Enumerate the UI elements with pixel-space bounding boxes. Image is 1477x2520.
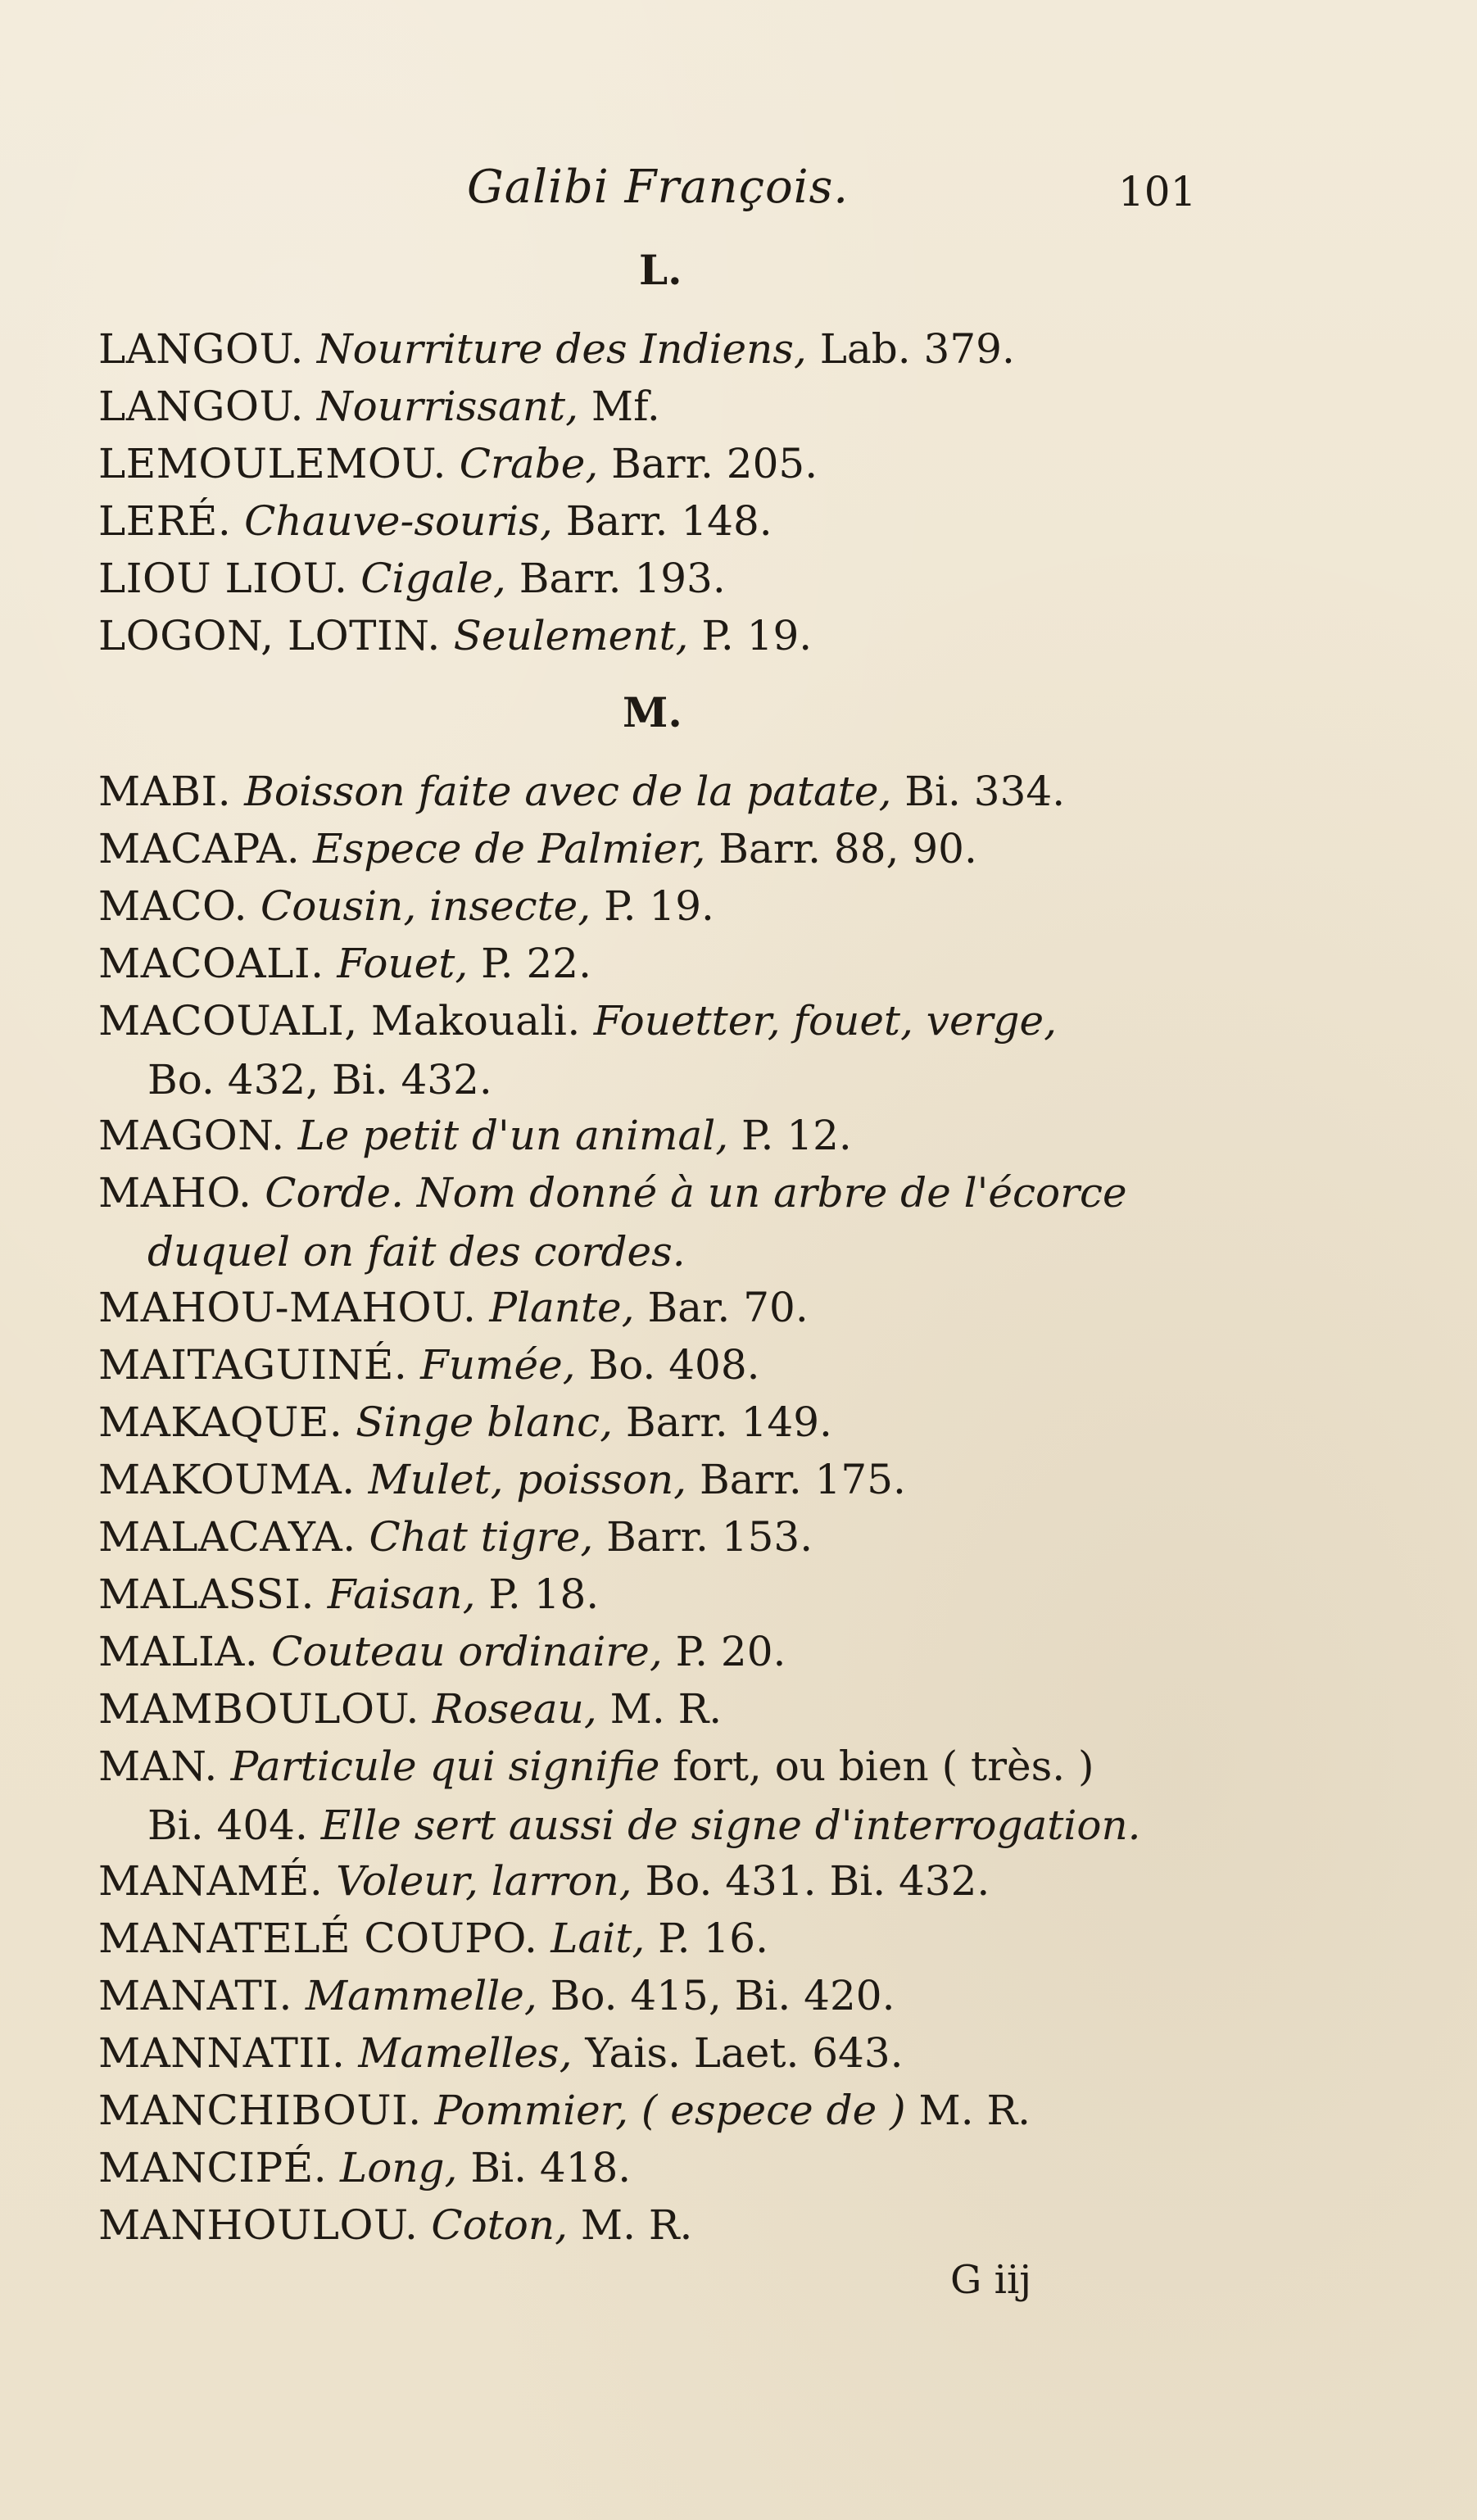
dictionary-entry [98,762,1212,821]
entry-reference: Yais. Laet. 643. [585,2029,904,2077]
entry-definition: Nourrissant, [316,383,579,430]
entry-definition: Particule qui signifie [230,1743,660,1790]
entry-headword: MALASSI. [98,1570,315,1618]
dictionary-entry [98,819,1212,878]
entry-definition: Mamelles, [358,2029,573,2077]
entry-headword: MACO. [98,882,248,930]
entry-headword: MAKOUMA. [98,1456,356,1503]
entry-definition: Long, [340,2144,458,2191]
entry-definition: Chat tigre, [369,1513,594,1561]
entry-reference: P. 12. [741,1112,852,1159]
entry-definition: Fumée, [420,1341,576,1389]
entry-reference: Barr. 193. [519,555,726,602]
entry-reference: M. R. [918,2087,1031,2134]
dictionary-entry [98,1622,1212,1681]
entry-reference: Barr. 153. [606,1513,813,1561]
entry-headword: MALIA. [98,1628,259,1675]
entry-reference: Barr. 175. [699,1456,906,1503]
entry-reference: Barr. 148. [565,497,772,545]
entry-headword: MAGON. [98,1112,285,1159]
entry-reference: Barr. 88, 90. [718,825,977,872]
entry-definition: Mulet, poisson, [368,1456,687,1503]
entry-reference: M. R. [580,2201,693,2249]
entry-reference: Barr. 149. [625,1398,832,1446]
entry-headword: LEMOULEMOU. [98,440,446,487]
entry-headword: MABI. [98,768,232,815]
dictionary-entry [98,1507,1212,1566]
entry-definition: Corde. Nom donné à un arbre de l'écorce [265,1169,1127,1217]
entry-definition: Pommier, ( espece de ) [434,2087,906,2134]
dictionary-entry [98,1393,1212,1452]
entry-headword: MANNATII. [98,2029,346,2077]
entry-definition: Le petit d'un animal, [297,1112,729,1159]
dictionary-entry [98,434,1212,493]
entry-reference: P. 18. [488,1570,600,1618]
dictionary-entry [98,2138,1212,2197]
entry-definition: Boisson faite avec de la patate, [244,768,892,815]
dictionary-entry [98,1737,1212,1855]
entry-headword: MACOALI. [98,940,324,987]
page-number: 101 [1118,168,1197,215]
entry-headword: MANATELÉ COUPO. [98,1915,538,1962]
entry-definition: Faisan, [327,1570,476,1618]
dictionary-entry [98,877,1212,936]
section-heading-m: M. [623,688,682,737]
dictionary-entry [98,1335,1212,1394]
dictionary-entry [98,549,1212,608]
entry-reference: P. 20. [675,1628,786,1675]
entry-headword: MACAPA. [98,825,301,872]
entry-definition: Cousin, insecte, [260,882,591,930]
entry-definition: Roseau, [432,1685,597,1733]
entry-headword: MANCIPÉ. [98,2144,328,2191]
dictionary-entry [98,1909,1212,1968]
dictionary-entry [98,1163,1212,1281]
entry-definition: Coton, [431,2201,568,2249]
entry-headword: MAN. [98,1743,218,1790]
entry-headword: LANGOU. [98,325,304,373]
dictionary-entry [98,377,1212,436]
entry-definition: Nourriture des Indiens, [316,325,807,373]
entry-definition: Couteau ordinaire, [271,1628,663,1675]
entry-definition: Espece de Palmier, [313,825,706,872]
entry-reference: fort, ou bien ( très. ) [673,1743,1094,1790]
entry-definition: Cigale, [360,555,506,602]
section-heading-l: L. [639,246,682,294]
entry-continuation: Bo. 432, Bi. 432. [147,1056,492,1104]
entry-headword: MANATI. [98,1972,292,2019]
entry-continuation: duquel on fait des cordes. [147,1228,686,1276]
entry-reference: Bo. 415, Bi. 420. [550,1972,895,2019]
entry-reference: Lab. 379. [819,325,1015,373]
entry-definition: Fouetter, fouet, verge, [593,997,1058,1045]
entry-definition: Seulement, [453,612,689,659]
entry-definition: Voleur, larron, [336,1857,632,1905]
dictionary-entry [98,1851,1212,1910]
entry-reference: Bo. 431. Bi. 432. [645,1857,990,1905]
entry-definition: Chauve-souris, [244,497,553,545]
entry-reference: Bi. 334. [904,768,1066,815]
entry-reference: P. 19. [701,612,813,659]
entry-definition: Plante, [489,1284,635,1331]
entry-headword: LANGOU. [98,383,304,430]
dictionary-entry [98,2024,1212,2083]
dictionary-entry [98,1106,1212,1165]
entry-reference: Bar. 70. [647,1284,809,1331]
dictionary-entry [98,1278,1212,1337]
entry-reference: Mf. [591,383,660,430]
dictionary-entry [98,492,1212,551]
dictionary-entry [98,320,1212,378]
entry-headword: LIOU LIOU. [98,555,348,602]
entry-reference: P. 16. [658,1915,768,1962]
entry-definition: Fouet, [337,940,469,987]
entry-headword: MAHOU-MAHOU. [98,1284,477,1331]
dictionary-entry [98,2081,1212,2140]
entry-reference: Bo. 408. [588,1341,760,1389]
entry-headword: MAITAGUINÉ. [98,1341,408,1389]
dictionary-entry [98,1966,1212,2025]
entry-headword: MANAMÉ. [98,1857,324,1905]
entry-definition: Singe blanc, [356,1398,614,1446]
entry-headword: MALACAYA. [98,1513,356,1561]
signature-mark: G iij [950,2257,1032,2303]
dictionary-entry [98,991,1212,1109]
dictionary-entry [98,934,1212,993]
dictionary-entry [98,2196,1212,2255]
entry-headword: MANHOULOU. [98,2201,419,2249]
entry-continuation-reference: Bi. 404. [147,1802,308,1849]
entry-reference: P. 19. [604,882,714,930]
running-title: Galibi François. [467,161,850,214]
entry-headword: MACOUALI, Makouali. [98,997,581,1045]
dictionary-entry [98,1679,1212,1738]
entry-headword: MAKAQUE. [98,1398,343,1446]
dictionary-entry [98,606,1212,665]
entry-definition: Lait, [550,1915,646,1962]
entry-headword: MANCHIBOUI. [98,2087,422,2134]
entry-reference: M. R. [609,1685,723,1733]
entry-definition: Crabe, [459,440,599,487]
entry-reference: Barr. 205. [611,440,818,487]
entry-continuation [98,1796,1212,1855]
entry-headword: MAHO. [98,1169,252,1217]
entry-headword: MAMBOULOU. [98,1685,419,1733]
entry-definition: Mammelle, [305,1972,537,2019]
dictionary-entry [98,1565,1212,1624]
entry-headword: LERÉ. [98,497,232,545]
entry-reference: P. 22. [481,940,591,987]
entry-continuation-definition: Elle sert aussi de signe d'interrogation. [320,1802,1141,1849]
dictionary-entry [98,1450,1212,1509]
entry-headword: LOGON, LOTIN. [98,612,441,659]
entry-reference: Bi. 418. [470,2144,632,2191]
